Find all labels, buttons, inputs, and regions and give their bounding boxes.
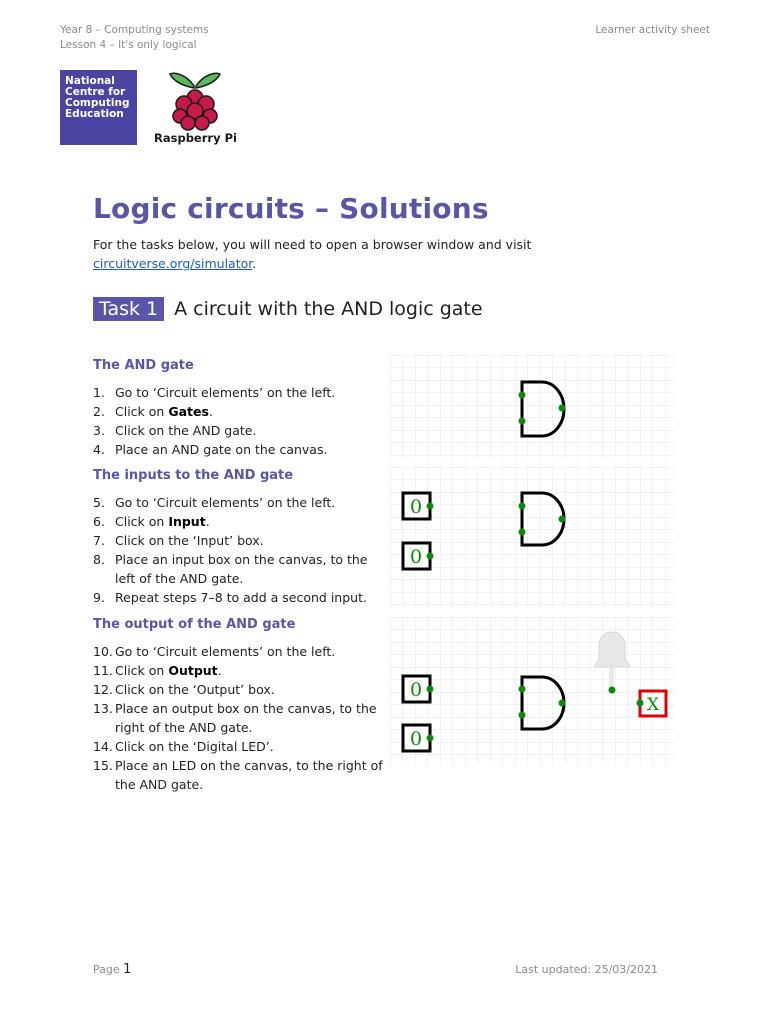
wire-node [519,712,526,719]
step-item: 2. Click on Gates. [93,404,213,419]
step-item: 5. Go to ‘Circuit elements’ on the left. [93,495,336,510]
ncce-logo-line: Computing [65,97,130,109]
page-footer-left [93,962,131,977]
page-number: 1 [123,962,132,977]
wire-node [559,405,566,412]
steps-list-output [93,642,388,794]
raspberry-pi-label: Raspberry Pi [154,131,237,145]
lesson-label: Lesson 4 – It's only logical [60,39,197,51]
document-header-left [60,23,209,53]
steps-list-and-gate [93,383,388,459]
steps-list-inputs [93,493,388,607]
page-title: Logic circuits – Solutions [93,192,489,225]
page-label: Page [93,963,120,976]
wire-node [519,418,526,425]
intro-text: For the tasks below, you will need to open a browser window and visit [93,237,532,252]
wire-node [519,529,526,536]
step-item: 15. Place an LED on the canvas, to the right of the AND gate. [93,758,383,792]
circuit-diagram [390,355,675,458]
input-value: 0 [409,728,423,750]
wire-node [519,392,526,399]
ncce-logo-line: Centre for [65,86,126,98]
step-item: 8. Place an input box on the canvas, to the left of the AND gate. [93,552,368,586]
step-item: 1. Go to ‘Circuit elements’ on the left. [93,385,336,400]
circuit-diagram [390,467,675,607]
circuit-canvas-inputs [390,467,675,607]
circuit-canvas-output [390,617,675,765]
wire-node [609,687,616,694]
wire-node [519,503,526,510]
circuit-canvas-and-gate [390,355,675,458]
last-updated-label: Last updated: 25/03/2021 [515,963,658,976]
task-heading [93,296,483,322]
simulator-link[interactable]: circuitverse.org/simulator [93,256,253,271]
ncce-logo-line: National [65,75,115,87]
task-title: A circuit with the AND logic gate [174,298,483,320]
course-label: Year 8 – Computing systems [60,24,209,36]
step-item: 14. Click on the ‘Digital LED’. [93,739,274,754]
wire-node [427,686,434,693]
step-item: 7. Click on the ‘Input’ box. [93,533,264,548]
section-heading-and-gate: The AND gate [93,358,194,373]
ncce-logo-line: Education [65,108,124,120]
step-item: 12. Click on the ‘Output’ box. [93,682,275,697]
step-item: 11. Click on Output. [93,663,222,678]
wire-node [427,735,434,742]
step-item: 4. Place an AND gate on the canvas. [93,442,328,457]
intro-after-link: . [252,256,257,271]
step-item: 6. Click on Input. [93,514,210,529]
task-badge: Task 1 [93,297,164,321]
section-heading-output: The output of the AND gate [93,617,296,632]
step-item: 13. Place an output box on the canvas, to the right of the AND gate. [93,701,377,735]
section-heading-inputs: The inputs to the AND gate [93,468,294,483]
wire-node [559,516,566,523]
input-value: 0 [409,546,423,568]
output-value: X [646,695,660,715]
input-value: 0 [409,679,423,701]
wire-node [559,700,566,707]
intro-paragraph [93,235,593,273]
step-item: 9. Repeat steps 7–8 to add a second input. [93,590,367,605]
step-item: 10. Go to ‘Circuit elements’ on the left. [93,644,336,659]
wire-node [637,700,644,707]
wire-node [427,503,434,510]
wire-node [519,686,526,693]
circuit-diagram [390,617,675,765]
input-value: 0 [409,496,423,518]
ncce-logo [60,70,137,145]
wire-node [427,553,434,560]
doc-type-label: Learner activity sheet [595,24,710,36]
step-item: 3. Click on the AND gate. [93,423,257,438]
